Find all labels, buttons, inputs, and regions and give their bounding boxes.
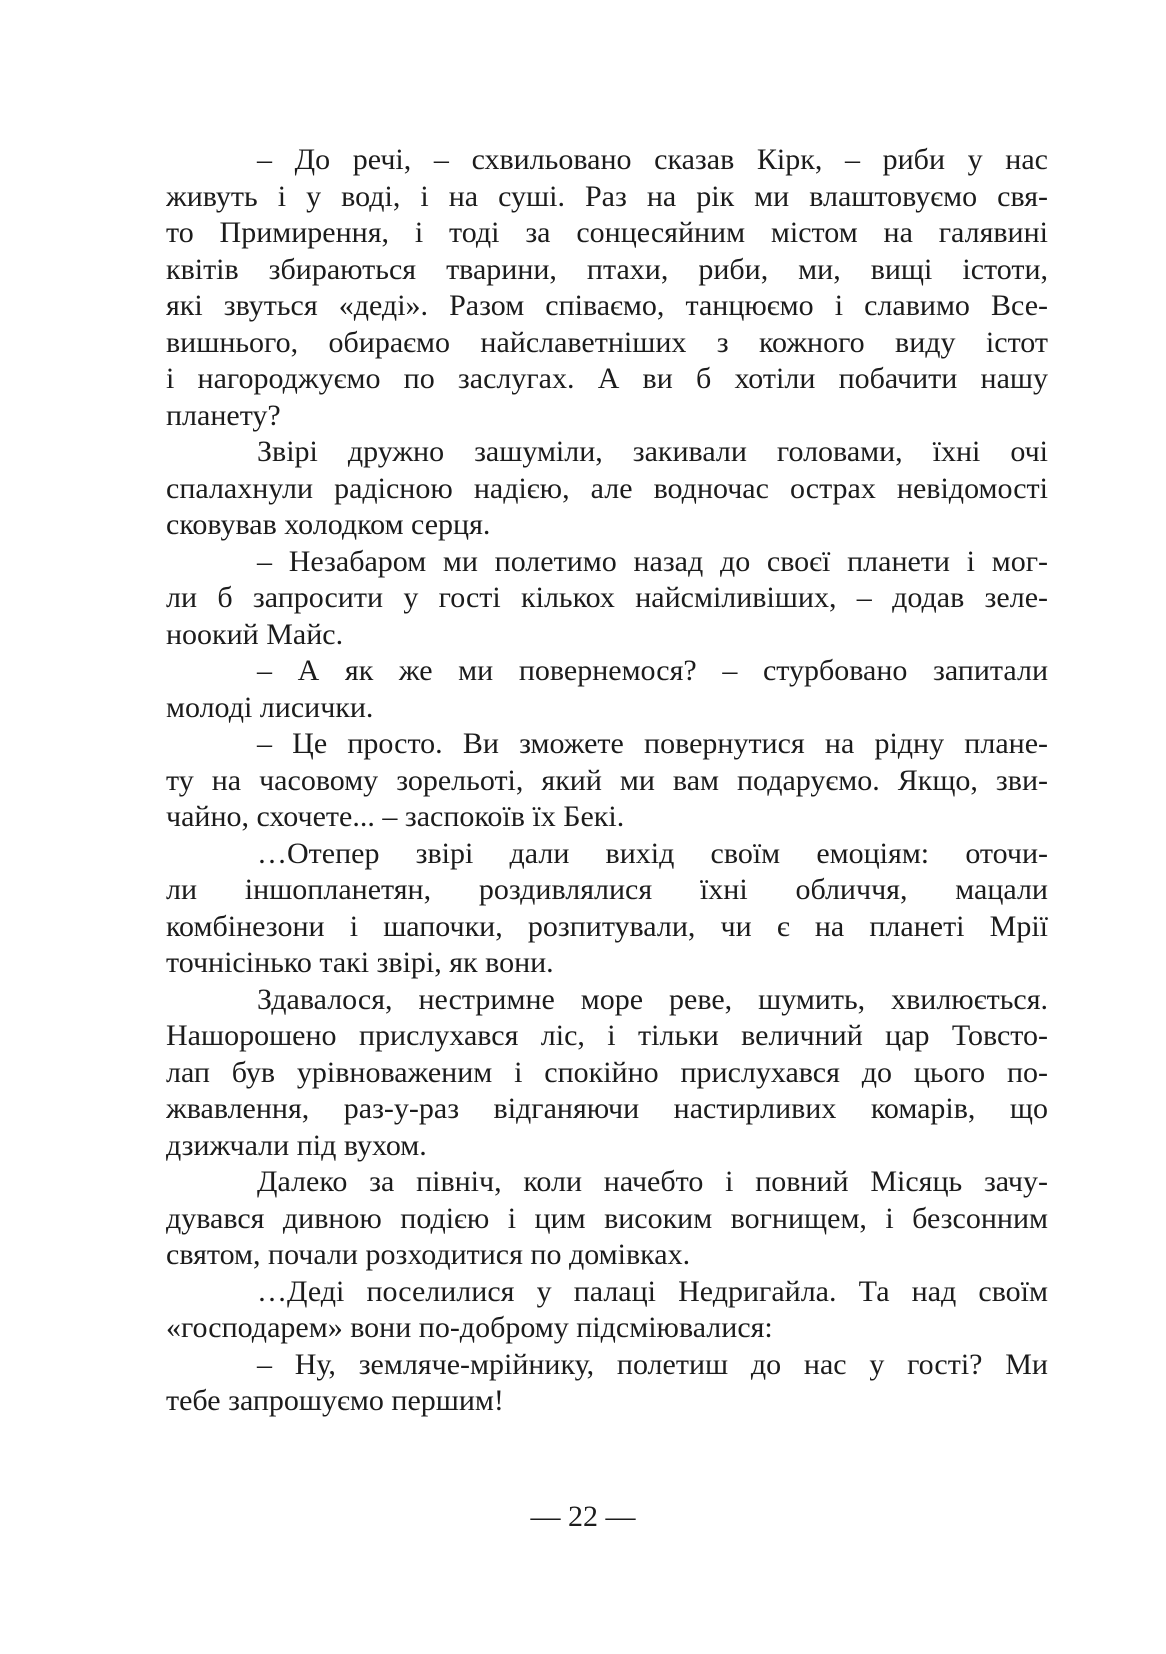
text-line: Нашорошено прислухався ліс, і тільки величний цар Товсто- [166,1019,1048,1052]
text-line: і нагороджуємо по заслугах. А ви б хотіли побачити нашу [166,362,1048,395]
text-line: які звуться «деді». Разом співаємо, танцюємо і славимо Все- [166,289,1048,322]
text-line: Здавалося, нестримне море реве, шумить, хвилюється. [257,982,1048,1016]
page-number: — 22 — [530,1500,636,1533]
text-line: сковував холодком серця. [166,508,491,541]
text-line: живуть і у воді, і на суші. Раз на рік ми влаштовуємо свя- [166,179,1048,213]
text-line: дзижчали під вухом. [166,1128,427,1162]
text-line: жвавлення, раз-у-раз відганяючи настирливих комарів, що [166,1092,1048,1125]
text-line: …Отепер звірі дали вихід своїм емоціям: оточи- [257,836,1048,870]
text-line: тебе запрошуємо першим! [166,1384,504,1417]
text-line: молоді лисички. [166,690,374,724]
text-line: – Незабаром ми полетимо назад до своєї планети і мог- [257,544,1048,578]
text-line: лап був урівноваженим і спокійно прислухався до цього по- [166,1055,1048,1089]
text-line: то Примирення, і тоді за сонцесяйним містом на галявині [166,216,1048,249]
text-line: …Деді поселилися у палаці Недригайла. Та над своїм [257,1274,1048,1308]
text-line: дувався дивною подією і цим високим вогнищем, і безсонним [166,1201,1048,1235]
text-line: ли б запросити у гості кількох найсміливіших, – додав зеле- [166,581,1048,614]
text-line: – До речі, – схвильовано сказав Кірк, – риби у нас [257,143,1048,176]
text-line: – Ну, земляче-мрійнику, полетиш до нас у гості? Ми [257,1347,1048,1381]
text-line: чайно, схочете... – заспокоїв їх Бекі. [166,800,625,833]
text-line: комбінезони і шапочки, розпитували, чи є на планеті Мрії [166,909,1048,943]
text-line: вишнього, обираємо найславетніших з кожного виду істот [166,325,1048,359]
text-line: «господарем» вони по-доброму підсміювалися: [166,1311,773,1344]
text-line: Далеко за північ, коли начебто і повний Місяць зачу- [257,1165,1048,1198]
text-line: квітів збираються тварини, птахи, риби, ми, вищі істоти, [166,252,1048,286]
text-line: ноокий Майс. [166,617,344,651]
text-line: ли іншопланетян, роздивлялися їхні обличчя, мацали [166,873,1048,906]
text-line: ту на часовому зорельоті, який ми вам подаруємо. Якщо, зви- [166,763,1048,797]
text-line: спалахнули радісною надією, але водночас острах невідомості [166,471,1048,505]
text-line: Звірі дружно зашуміли, закивали головами, їхні очі [257,435,1048,468]
text-line: – Це просто. Ви зможете повернутися на рідну плане- [257,727,1048,760]
page-text [166,142,1048,1420]
text-line: – А як же ми повернемося? – стурбовано запитали [257,654,1048,687]
text-line: святом, почали розходитися по домівках. [166,1238,691,1271]
text-line: точнісінько такі звірі, як вони. [166,946,554,979]
text-line: планету? [166,398,281,432]
